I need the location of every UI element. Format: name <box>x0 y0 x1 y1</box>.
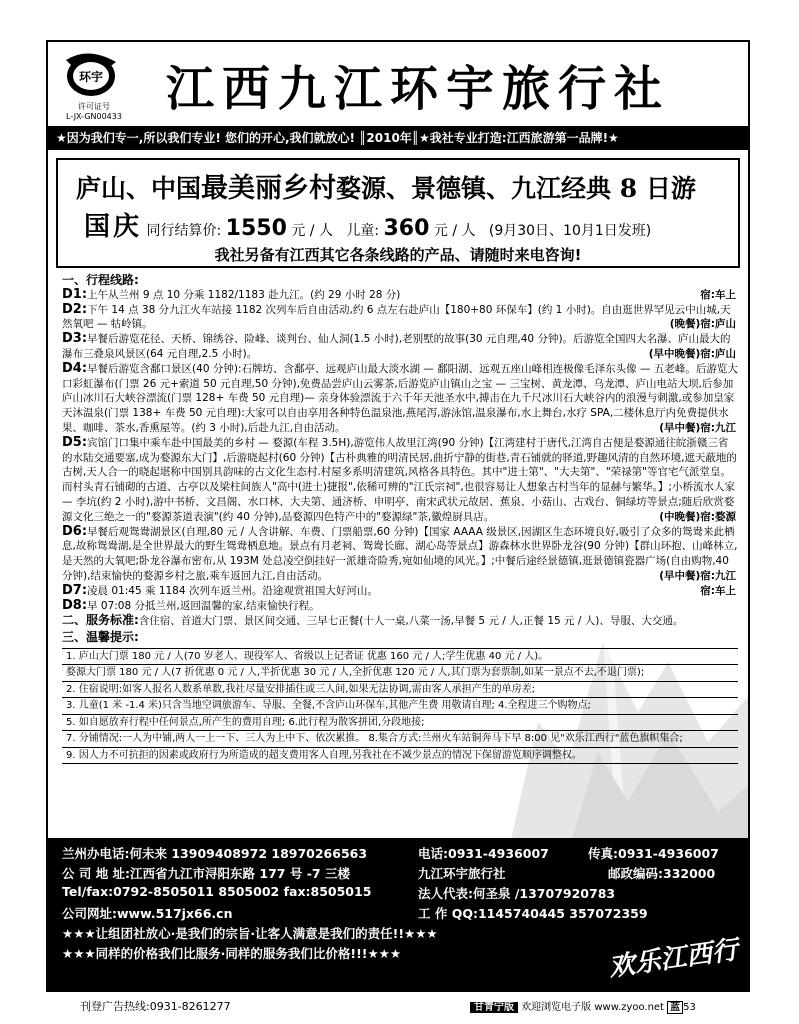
day-meal-lodging: 宿:车上 <box>700 288 736 301</box>
day-meal-lodging: 宿:车上 <box>700 584 736 597</box>
day-number: D5: <box>62 434 88 450</box>
day-number: D2: <box>62 301 88 317</box>
day-meal-lodging: (早中晚餐)宿:庐山 <box>648 347 736 360</box>
company-name: 九江环宇旅行社 <box>418 866 506 881</box>
office-phone: 兰州办电话:何未来 13909408972 18970266563 <box>62 846 368 861</box>
adult-price: 1550 <box>225 216 287 241</box>
day-meal-lodging: (早中餐)宿:九江 <box>659 421 736 434</box>
day-text: 上午从兰州 9 点 10 分乘 1182/1183 赴九江。(约 29 小时 28 分) <box>87 288 401 301</box>
itinerary-day <box>62 288 738 303</box>
headline-part-a: 庐山、中国 <box>76 174 202 203</box>
itinerary-day <box>62 599 738 614</box>
day-meal-lodging: (中晚餐)宿:婺源 <box>659 510 736 523</box>
tip-row: 2. 住宿说明:如客人报名人数系单数,我社尽量安排插住或三人间,如果无法协调,需由客人承担产生的单房差; <box>62 682 738 699</box>
day-list <box>62 288 738 614</box>
adult-unit: 元 / 人 <box>291 223 333 239</box>
day-text: 早餐后游览花径、天桥、锦绣谷、险峰、谈判台、仙人洞(1.5 小时),老别墅的故事(30 元自理,40 分钟)。后游览全国四大名瀑、庐山最大的瀑布三叠泉风景区(64 元自理,2.5 小时)。 <box>62 333 731 360</box>
child-label: 儿童: <box>346 223 380 239</box>
service-heading: 二、服务标准: <box>62 613 139 628</box>
motto-line-2: ★★★同样的价格我们比服务·同样的服务我们比价格!!!★★★ <box>62 946 402 961</box>
headline-highlight: 最美丽乡村 <box>201 173 337 204</box>
itinerary-heading: 一、行程线路: <box>62 273 139 287</box>
day-text: 早 07:08 分抵兰州,返回温馨的家,结束愉快行程。 <box>87 599 320 612</box>
tips-heading: 三、温馨提示: <box>62 630 139 645</box>
address: 公 司 地 址:江西省九江市浔阳东路 177 号 -7 三楼 <box>62 866 350 881</box>
day-meal-lodging: (早中餐)宿:九江 <box>659 569 736 582</box>
tour-headline <box>76 166 696 205</box>
day-number: D3: <box>62 331 88 347</box>
day-text: 下午 14 点 38 分九江火车站接 1182 次列车后自由活动,约 6 点左右赴庐山【180+80 环保车】(约 1 小时)。自由逛世界罕见云中山城,天然氧吧 — 牯岭镇。 <box>62 303 731 331</box>
footer-right <box>470 998 696 1013</box>
tips-table <box>62 648 738 765</box>
child-unit: 元 / 人 <box>433 223 476 239</box>
child-price: 360 <box>383 216 430 241</box>
tip-row: 7. 分铺情况:一人为中铺,两人一上一下、三人为上中下、依次累推。 8.集合方式:兰州火车站铜奔马下早 8:00 见"欢乐江西行"蓝色旗帜集合; <box>62 731 738 748</box>
day-text: 凌晨 01:45 乘 1184 次列车返兰州。沿途观赏祖国大好河山。 <box>87 584 378 597</box>
page-number: 53 <box>683 1002 696 1013</box>
price-label: 同行结算价: <box>146 223 222 239</box>
tel-fax: Tel/fax:0792-8505011 8505002 fax:8505015 <box>62 884 372 899</box>
page-color: 蓝 <box>667 1001 683 1014</box>
itinerary-day <box>62 332 738 362</box>
signature: 欢乐江西行 <box>606 935 740 983</box>
itinerary-day <box>62 362 738 436</box>
work-qq: 工 作 QQ:1145740445 357072359 <box>418 906 648 921</box>
itinerary-day <box>62 303 738 333</box>
company-logo <box>58 48 124 102</box>
day-text: 早餐后游览含鄱口景区(40 分钟):石牌坊、含鄱亭、远观庐山最大淡水湖 — 鄱阳湖、远观五座山峰相连极像毛泽东头像 — 五老峰。后游览大口彩虹瀑布(门票 26 元+索道 50 元自理,50 分钟),免费品尝庐山云雾茶,后游览庐山镇山之宝 — 三宝树、黄龙潭、乌龙潭、庐山电站大坝,后参加庐山冰川石大峡谷漂流(门票 128+ 车费 50 元自理)— 亲身体验漂流于六千年天池圣水中,搏击在九千尺冰川石大峡谷内的浪漫与刺激,或参加皇家天沐温泉(门票 138+ 车费 50 元自理):大家可以自由享用各种特色温泉池,燕尾泻,游泳馆,温泉瀑布,水上舞台,水疗 SPA,二楼休息厅内免费提供水果、咖啡、茶水,香熏屋等。(约 3 小时),后赴九江,自由活动。 <box>62 362 738 434</box>
price-line <box>84 206 651 243</box>
slogan-bar <box>48 126 748 150</box>
ad-page <box>46 40 750 992</box>
license-info <box>54 102 134 122</box>
day-text: 早餐后观鸳鸯湖景区(自理,80 元 / 人含讲解、车费、门票船票,60 分钟)【国家 AAAA 级景区,因湖区生态环境良好,吸引了众多的鸳鸯来此栖息,故称鸳鸯湖,是全世界最大的野生鸳鸯栖息地。景点有月老祠、鸳鸯长廊、湖心岛等景点】游森林水世界卧龙谷(90 分钟)【群山环抱、山峰林立,是天然的大氧吧;卧龙谷瀑布密布,从 193M 处总凌空倒挂好一派雄奇险秀,宛如仙境的风光。】;中餐后途经景德镇,逛景德镇瓷器广场(自由购物,40 分钟),结束愉快的婺源乡村之旅,乘车返回九江,自由活动。 <box>62 525 738 582</box>
slogan-text: ★因为我们专一,所以我们专业! 您们的开心,我们就放心! ║2010年║★我社专业打造:江西旅游第一品牌!★ <box>56 131 619 145</box>
day-number: D6: <box>62 523 88 539</box>
headline-part-c: 婺源、景德镇、九江经典 8 日游 <box>336 174 696 203</box>
contact-panel <box>48 838 748 992</box>
day-meal-lodging: (晚餐)宿:庐山 <box>669 318 736 331</box>
motto-line-1: ★★★让组团社放心·是我们的宗旨·让客人满意是我们的责任!!★★★ <box>62 926 438 941</box>
edition-tag: 甘青宁版 <box>470 1002 518 1013</box>
holiday-label: 国庆 <box>84 212 143 242</box>
day-text: 宾馆门口集中乘车赴中国最美的乡村 — 婺源(车程 3.5H),游览伟人故里江湾(90 分钟)【江湾建村于唐代,江湾自古便是婺源通往皖浙赣三省的水陆交通要塞,成为婺源东大门】,后游晓起村(60 分钟)【古朴典雅的明清民居,曲折宁静的街巷,青石铺就的驿道,野趣风清的自然环境,遮天蔽地的古树,天人合一的晓起堪称中国别具韵味的古文化生态村.村屋多系明清建筑,风格各具特色。其中"进士第"、"大夫第"、"荣禄第"等官宅气派堂皇。而村头青石铺砌的古道、古亭以及梁柱间族人"高中(进士)捷报",依稀可辨的"江氏宗祠",也很容易让人想象古村当年的显赫与繁华。】;小桥流水人家 — 李坑(约 2 小时),游中书桥、文昌阁、水口林、大夫第、通济桥、申明亭、南宋武状元故居、蕉泉、小菇山、古戏台、铜绿坊等景点;随后欣赏婺源文化三绝之一的"婺源茶道表演"(约 40 分钟),品婺源四色特产中的"婺源绿"茶,徽煌厨具店。 <box>62 436 737 523</box>
service-standard <box>62 613 738 629</box>
tip-row: 1. 庐山大门票 180 元 / 人(70 岁老人、现役军人、省级以上记者证 优惠 160 元 / 人;学生优惠 40 元 / 人)。 <box>62 649 738 666</box>
tip-row: 婺源大门票 180 元 / 人(7 折优惠 0 元 / 人,半折优惠 30 元 / 人,全折优惠 120 元 / 人,其门票为套票制,如某一景点不去,不退门票); <box>62 665 738 682</box>
license-number: L-JX-GN00433 <box>66 112 122 121</box>
day-number: D7: <box>62 582 88 598</box>
postcode: 邮政编码:332000 <box>608 866 716 881</box>
telephone: 电话:0931-4936007 <box>418 846 549 861</box>
day-number: D4: <box>62 360 88 376</box>
tip-row: 3. 儿童(1 米 -1.4 米)只含当地空调旅游车、导服、全餐,不含庐山环保车,其他产生费 用敬请自理; 4.全程进三个购物点; <box>62 698 738 715</box>
itinerary <box>62 272 738 764</box>
inquiry-note: 我社另备有江西其它各条线路的产品、请随时来电咨询! <box>214 246 582 264</box>
license-label: 许可证号 <box>78 102 110 111</box>
tip-row: 9. 因人力不可抗拒的因素或政府行为所造成的超支费用客人自理,另我社在不减少景点的情况下保留游览顺序调整权。 <box>62 748 738 765</box>
day-number: D1: <box>62 286 88 302</box>
company-title: 江西九江环宇旅行社 <box>166 61 671 117</box>
fax-number: 传真:0931-4936007 <box>588 846 719 861</box>
product-box <box>56 158 740 268</box>
service-text: 含住宿、首道大门票、景区间交通、三早七正餐(十人一桌,八菜一汤,早餐 5 元 / 人,正餐 15 元 / 人)、导服、大交通。 <box>138 615 684 628</box>
tip-row: 5. 如自愿放弃行程中任何景点,所产生的费用自理; 6.此行程为散客拼团,分段地接; <box>62 715 738 732</box>
itinerary-day <box>62 584 738 599</box>
itinerary-day <box>62 525 738 584</box>
legal-representative: 法人代表:何圣泉 /13707920783 <box>418 886 616 901</box>
day-number: D8: <box>62 597 88 613</box>
departure-dates: (9月30日、10月1日发班) <box>488 223 652 239</box>
website: 公司网址:www.517jx66.cn <box>62 906 233 921</box>
itinerary-day <box>62 436 738 525</box>
ad-hotline: 刊登广告热线:0931-8261277 <box>80 1000 231 1013</box>
svg-text:环宇: 环宇 <box>78 70 104 84</box>
site-text: 欢迎浏览电子版 www.zyoo.net <box>521 1002 664 1013</box>
